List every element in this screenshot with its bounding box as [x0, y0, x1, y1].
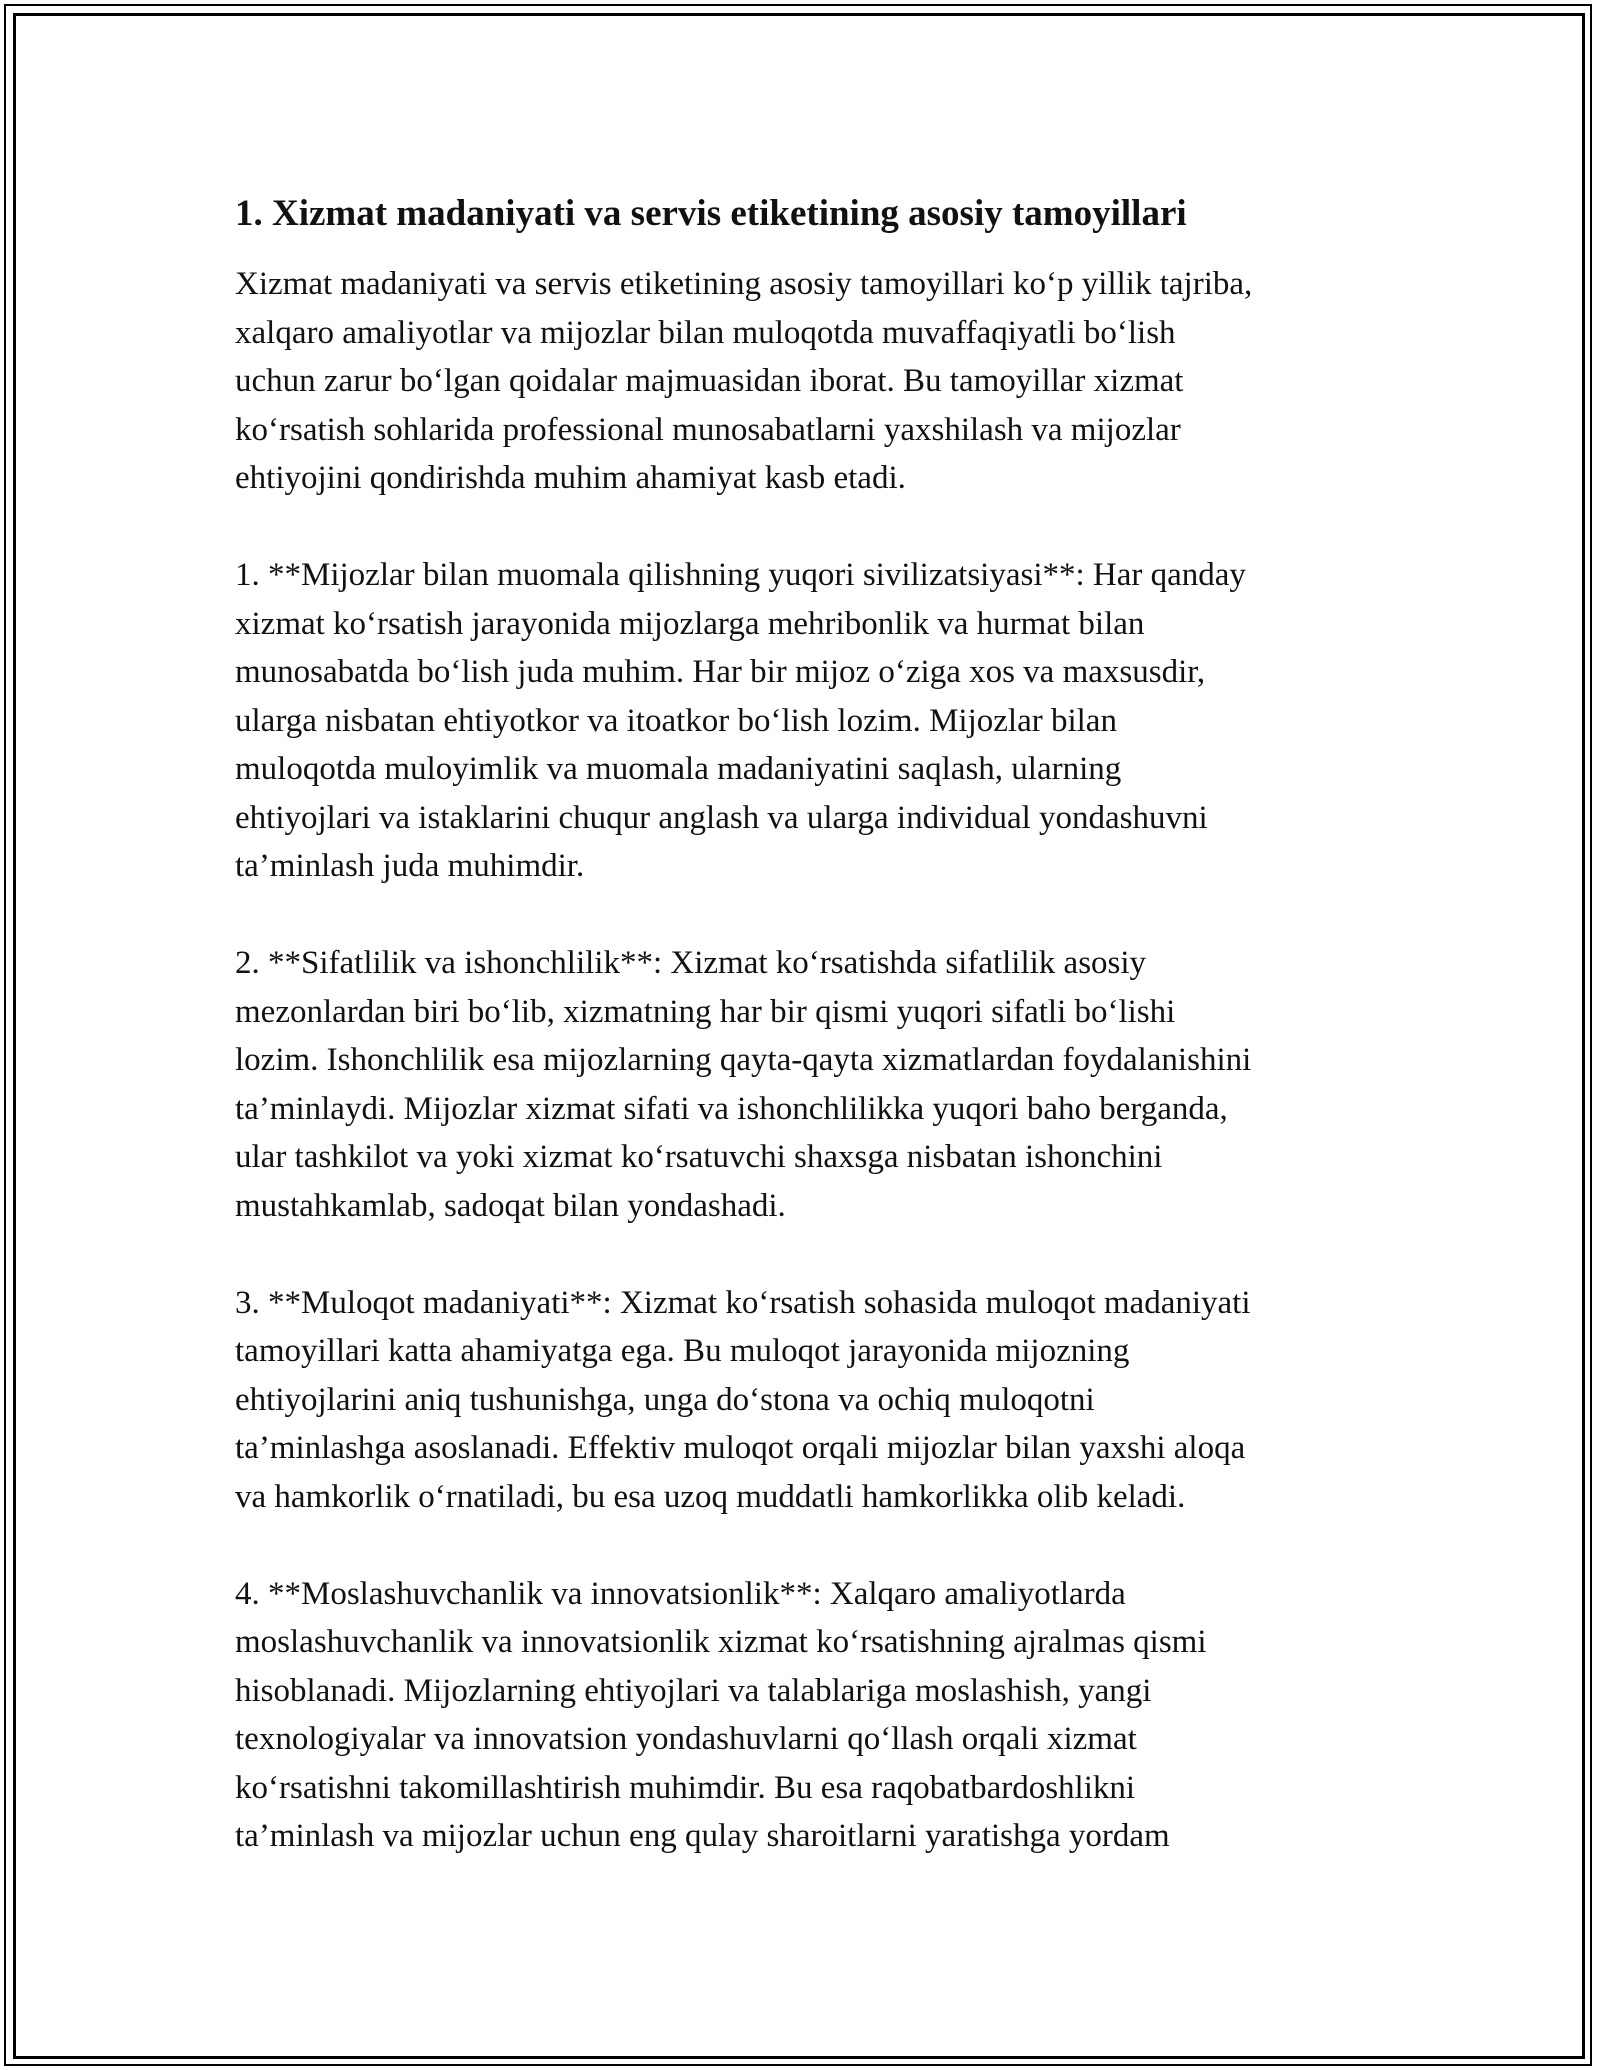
principle-3-paragraph: 3. **Muloqot madaniyati**: Xizmat koʻrsatish sohasida muloqot madaniyati tamoyillari katta ahamiyatga ega. Bu muloqot jarayonida mijozning ehtiyojlarini aniq tushunishga, unga doʻstona va ochiq muloqotni ta’minlashga asoslanadi. Effektiv muloqot orqali mijozlar bilan yaxshi aloqa va hamkorlik oʻrnatiladi, bu esa uzoq muddatli hamkorlikka olib keladi.	[235, 1284, 1251, 1515]
principle-4-paragraph: 4. **Moslashuvchanlik va innovatsionlik**: Xalqaro amaliyotlarda moslashuvchanlik va innovatsionlik xizmat koʻrsatishning ajralmas qismi hisoblanadi. Mijozlarning ehtiyojlari va talablariga moslashish, yangi texnologiyalar va innovatsion yondashuvlarni qoʻllash orqali xizmat koʻrsatishni takomillashtirish muhimdir. Bu esa raqobatbardoshlikni ta’minlash va mijozlar uchun eng qulay sharoitlarni yaratishga yordam	[235, 1575, 1207, 1854]
intro-paragraph: Xizmat madaniyati va servis etiketining asosiy tamoyillari koʻp yillik tajriba, xalqaro amaliyotlar va mijozlar bilan muloqotda muvaffaqiyatli boʻlish uchun zarur boʻlgan qoidalar majmuasidan iborat. Bu tamoyillar xizmat koʻrsatish sohlarida professional munosabatlarni yaxshilash va mijozlar ehtiyojini qondirishda muhim ahamiyat kasb etadi.	[235, 266, 1253, 496]
section-heading: 1. Xizmat madaniyati va servis etiketining asosiy tamoyillari	[235, 193, 1187, 234]
document-body	[235, 188, 1385, 1861]
principle-2-paragraph: 2. **Sifatlilik va ishonchlilik**: Xizmat koʻrsatishda sifatlilik asosiy mezonlardan biri boʻlib, xizmatning har bir qismi yuqori sifatli boʻlishi lozim. Ishonchlilik esa mijozlarning qayta-qayta xizmatlardan foydalanishini ta’minlaydi. Mijozlar xizmat sifati va ishonchlilikka yuqori baho berganda, ular tashkilot va yoki xizmat koʻrsatuvchi shaxsga nisbatan ishonchini mustahkamlab, sadoqat bilan yondashadi.	[235, 945, 1252, 1224]
principle-1-paragraph: 1. **Mijozlar bilan muomala qilishning yuqori sivilizatsiyasi**: Har qanday xizmat koʻrsatish jarayonida mijozlarga mehribonlik va hurmat bilan munosabatda boʻlish juda muhim. Har bir mijoz oʻziga xos va maxsusdir, ularga nisbatan ehtiyotkor va itoatkor boʻlish lozim. Mijozlar bilan muloqotda muloyimlik va muomala madaniyatini saqlash, ularning ehtiyojlari va istaklarini chuqur anglash va ularga individual yondashuvni ta’minlash juda muhimdir.	[235, 557, 1246, 884]
